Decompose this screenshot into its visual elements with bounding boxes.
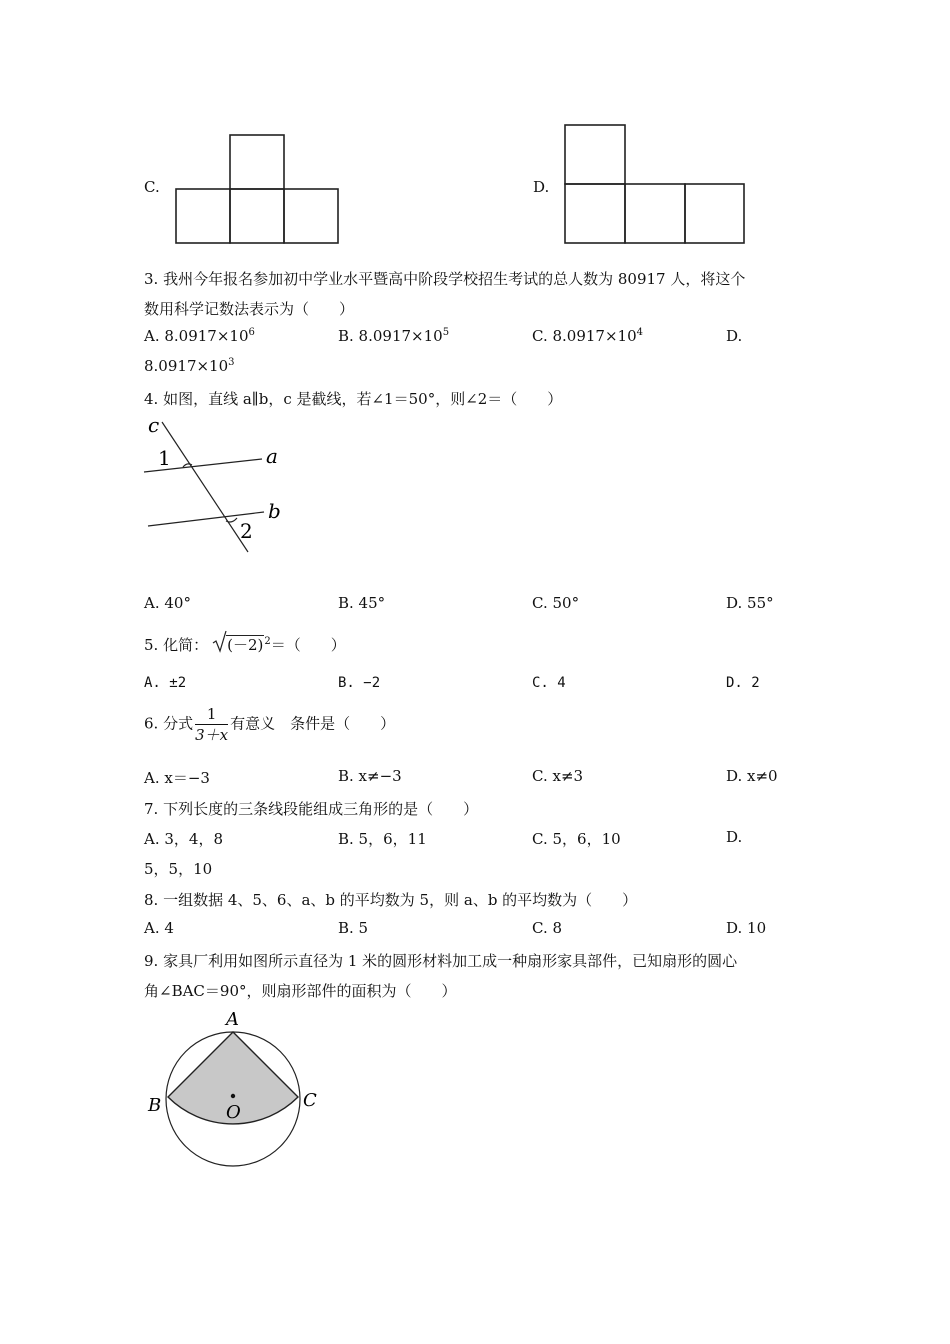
q6-option-c: C. x≠3 [532,767,584,785]
q8-stem: 8. 一组数据 4、5、6、a、b 的平均数为 5，则 a、b 的平均数为（ ） [144,891,638,909]
q5-stem: 5. 化简： $(-2)^2=$（ ） [144,634,346,655]
q8-option-c: C. 8 [532,919,563,937]
q3-option-d-label: D. [726,327,743,345]
q9-stem-line1: 9. 家具厂利用如图所示直径为 1 米的圆形材料加工成一种扇形家具部件，已知扇形的圆心 [144,952,738,970]
sector-circle-figure [140,1005,340,1170]
q6-stem: 6. 分式 $\frac{1}{3+x}$ 有意义 条件是（ ） [144,705,396,744]
label-A: A [226,1009,239,1030]
q6-option-a: A. x＝−3 [144,769,210,787]
label-angle-1: 1 [158,446,171,470]
q6-option-b: B. x≠−3 [338,767,402,785]
option-d-label: D. [533,178,550,196]
net-figure-c [170,130,345,248]
q6-option-d: D. x≠0 [726,767,778,785]
net-figure-d [560,120,750,248]
q5-option-b: B. −2 [338,675,381,691]
option-c-label: C. [144,178,160,196]
q7-option-a: A. 3，4，8 [144,830,223,848]
fraction: $\frac{1}{3+x}$ [195,705,229,744]
q8-option-d: D. 10 [726,919,767,937]
q5-option-c: C. 4 [532,675,566,691]
q3-stem-line1: 3. 我州今年报名参加初中学业水平暨高中阶段学校招生考试的总人数为 80917 人，将这个 [144,270,746,288]
q8-option-b: B. 5 [338,919,369,937]
q7-option-b: B. 5，6，11 [338,830,427,848]
q7-option-c: C. 5，6，10 [532,830,621,848]
q4-option-a: A. 40° [144,594,191,612]
q3-option-a: A. $8.0917\times 10^6$ [144,327,255,345]
q3-option-c: C. $8.0917\times 10^4$ [532,327,643,345]
q4-stem: 4. 如图，直线 a∥b，c 是截线，若∠1＝50°，则∠2＝（ ） [144,390,563,408]
label-O: O [226,1102,241,1123]
parallel-lines-figure [140,410,300,560]
q4-option-d: D. 55° [726,594,774,612]
q3-option-b: B. $8.0917\times 10^5$ [338,327,450,345]
q5-option-d: D. 2 [726,675,760,691]
q9-stem-line2: 角∠BAC＝90°，则扇形部件的面积为（ ） [144,982,457,1000]
label-b: b [268,499,281,523]
q4-option-b: B. 45° [338,594,386,612]
q5-option-a: A. ±2 [144,675,187,691]
label-c: c [148,413,160,437]
label-C: C [303,1090,317,1111]
q4-option-c: C. 50° [532,594,580,612]
q7-option-d-label: D. [726,828,743,846]
q7-stem: 7. 下列长度的三条线段能组成三角形的是（ ） [144,800,479,818]
q8-option-a: A. 4 [144,919,174,937]
q3-option-d: $8.0917\times 10^3$ [144,357,235,375]
label-a: a [266,444,278,468]
q3-stem-line2: 数用科学记数法表示为（ ） [144,300,355,318]
q7-option-d: 5，5，10 [144,860,213,878]
label-B: B [148,1095,162,1116]
sqrt-expression: $(-2)^2$ [212,634,271,655]
label-angle-2: 2 [240,519,253,543]
